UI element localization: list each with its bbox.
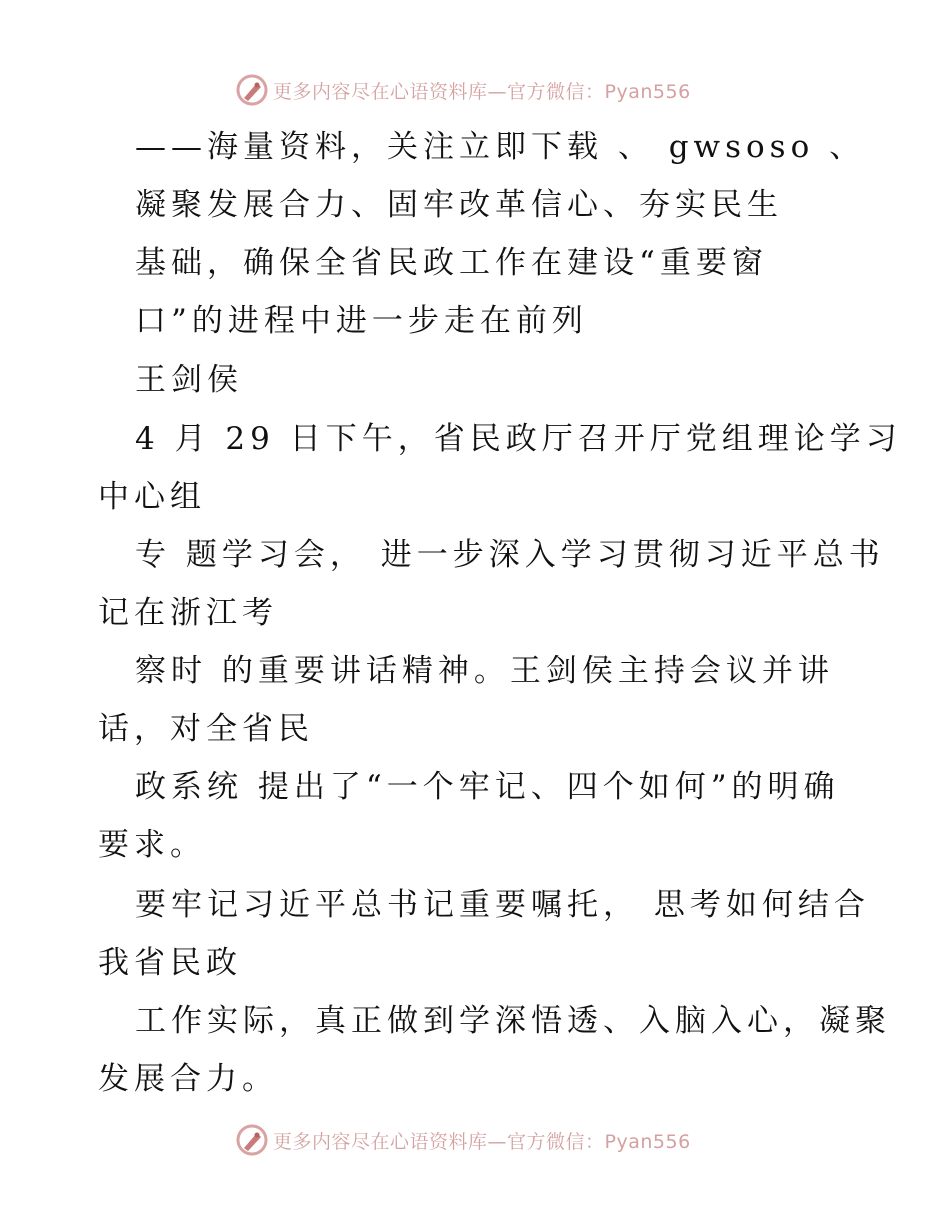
pen-nib-logo-icon: [235, 1123, 269, 1157]
pen-nib-logo-icon: [235, 73, 269, 107]
text-line: 我省民政: [98, 945, 242, 981]
author-name: 王剑侯: [135, 362, 243, 398]
text-line: 记在浙江考: [98, 595, 278, 631]
text-line: 4 月 29 日下午，省民政厅召开厅党组理论学习: [135, 421, 902, 457]
watermark-text: 更多内容尽在心语资料库—官方微信：Pyan556: [273, 80, 691, 103]
text-line: 工作实际，真正做到学深悟透、入脑入心，凝聚: [135, 1003, 891, 1039]
text-line: 口”的进程中进一步走在前列: [135, 303, 588, 339]
text-line: 中心组: [98, 479, 206, 515]
text-line: 话，对全省民: [98, 711, 314, 747]
text-line: 政系统 提出了“一个牢记、四个如何”的明确: [135, 769, 840, 805]
text-line: 要牢记习近平总书记重要嘱托， 思考如何结合: [135, 887, 870, 923]
text-line: 凝聚发展合力、固牢改革信心、夯实民生: [135, 187, 783, 223]
text-line: 发展合力。: [98, 1061, 278, 1097]
text-line: ——海量资料，关注立即下载 、 gwsoso 、: [135, 129, 866, 165]
text-line: 察时 的重要讲话精神。王剑侯主持会议并讲: [135, 653, 834, 689]
text-line: 基础，确保全省民政工作在建设“重要窗: [135, 245, 768, 281]
watermark-text: 更多内容尽在心语资料库—官方微信：Pyan556: [273, 1130, 691, 1153]
text-line: 要求。: [98, 827, 206, 863]
header-watermark: [235, 72, 691, 108]
text-line: 专 题学习会， 进一步深入学习贯彻习近平总书: [135, 537, 885, 573]
footer-watermark: [235, 1122, 691, 1158]
